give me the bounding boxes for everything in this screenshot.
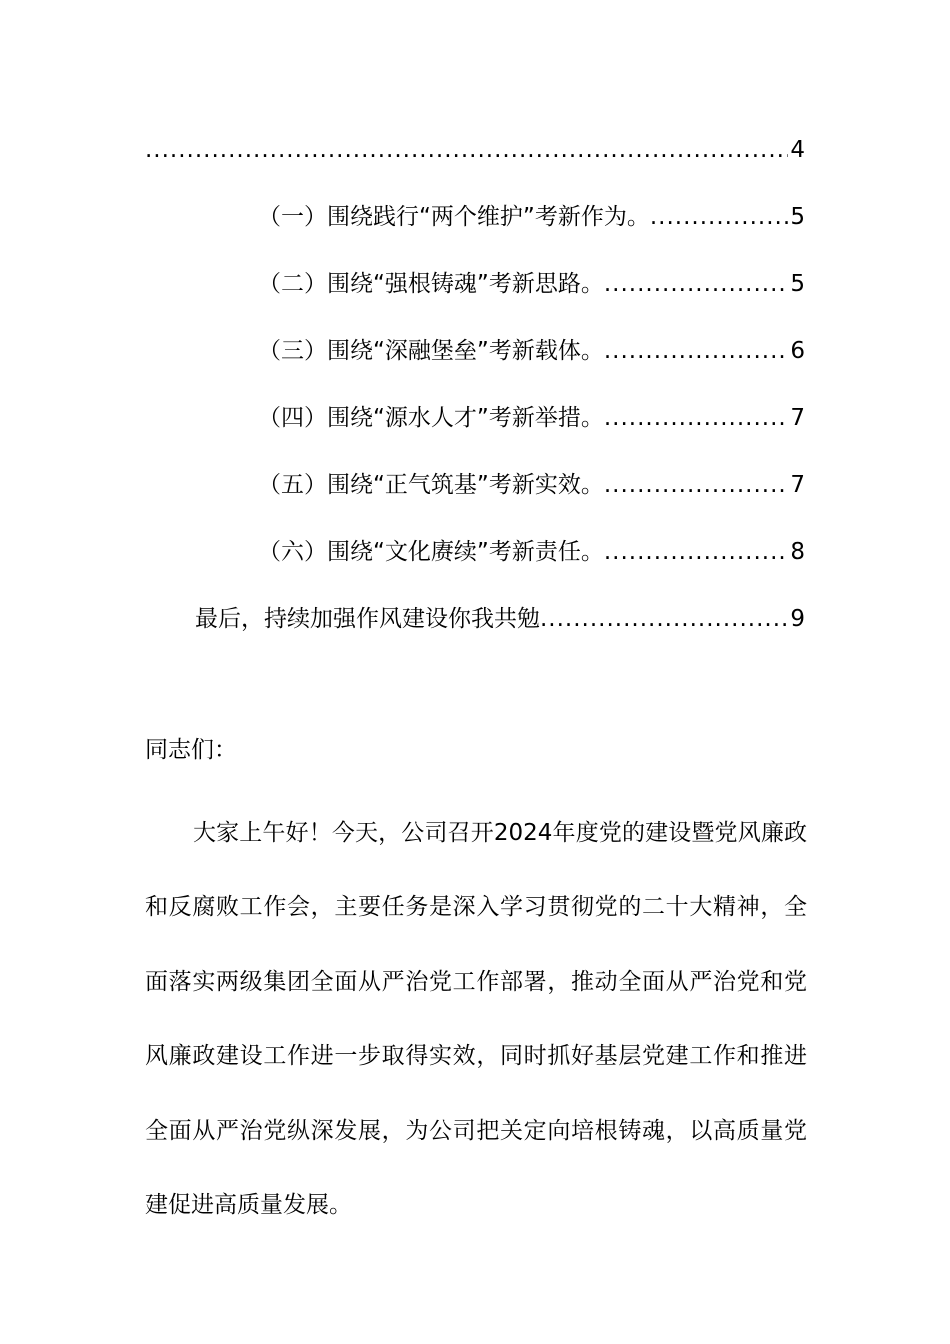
toc-line-2 <box>258 264 805 304</box>
toc-line-6 <box>258 532 805 572</box>
toc-leader-dots <box>540 599 788 639</box>
toc-line-text: （四）围绕“源水人才”考新举措。 <box>258 405 604 431</box>
toc-line-text: （二）围绕“强根铸魂”考新思路。 <box>258 271 604 297</box>
toc-page-number: 4 <box>790 137 805 163</box>
toc-line-text: （六）围绕“文化赓续”考新责任。 <box>258 539 604 565</box>
toc-leader-dots <box>604 532 789 572</box>
toc-line-text: 最后，持续加强作风建设你我共勉 <box>195 606 540 632</box>
toc-leader-dots <box>604 398 789 438</box>
toc-page-number: 5 <box>790 271 805 297</box>
toc-leader-dots <box>604 264 789 304</box>
toc-line-text: （五）围绕“正气筑基”考新实效。 <box>258 472 604 498</box>
speech-salutation: 同志们： <box>145 737 237 763</box>
toc-page-number: 7 <box>790 472 805 498</box>
toc-line-3 <box>258 331 805 371</box>
speech-paragraph: 大家上午好！今天，公司召开2024年度党的建设暨党风廉政和反腐败工作会，主要任务是深入学习贯彻党的二十大精神，全面落实两级集团全面从严治党工作部署，推动全面从严治党和党风廉政建设工作进一步取得实效，同时抓好基层党建工作和推进全面从严治党纵深发展，为公司把关定向培根铸魂，以高质量党建促进高质量发展。 <box>145 820 807 1219</box>
toc-page-number: 9 <box>790 606 805 632</box>
toc-line-text: （一）围绕践行“两个维护”考新作为。 <box>258 204 650 230</box>
toc-page-number: 6 <box>790 338 805 364</box>
toc-leader-dots <box>604 331 789 371</box>
toc-line-5 <box>258 465 805 505</box>
toc-leader-dots <box>650 197 789 237</box>
toc-line-1 <box>258 197 805 237</box>
toc-leader-dots <box>145 130 788 170</box>
toc-page-number: 7 <box>790 405 805 431</box>
toc-page-number: 8 <box>790 539 805 565</box>
toc-page-number: 5 <box>790 204 805 230</box>
toc-line-4 <box>258 398 805 438</box>
toc-leader-dots <box>604 465 789 505</box>
toc-line-text: （三）围绕“深融堡垒”考新载体。 <box>258 338 604 364</box>
toc-line-continuation <box>145 130 805 170</box>
toc-line-7 <box>195 599 805 639</box>
